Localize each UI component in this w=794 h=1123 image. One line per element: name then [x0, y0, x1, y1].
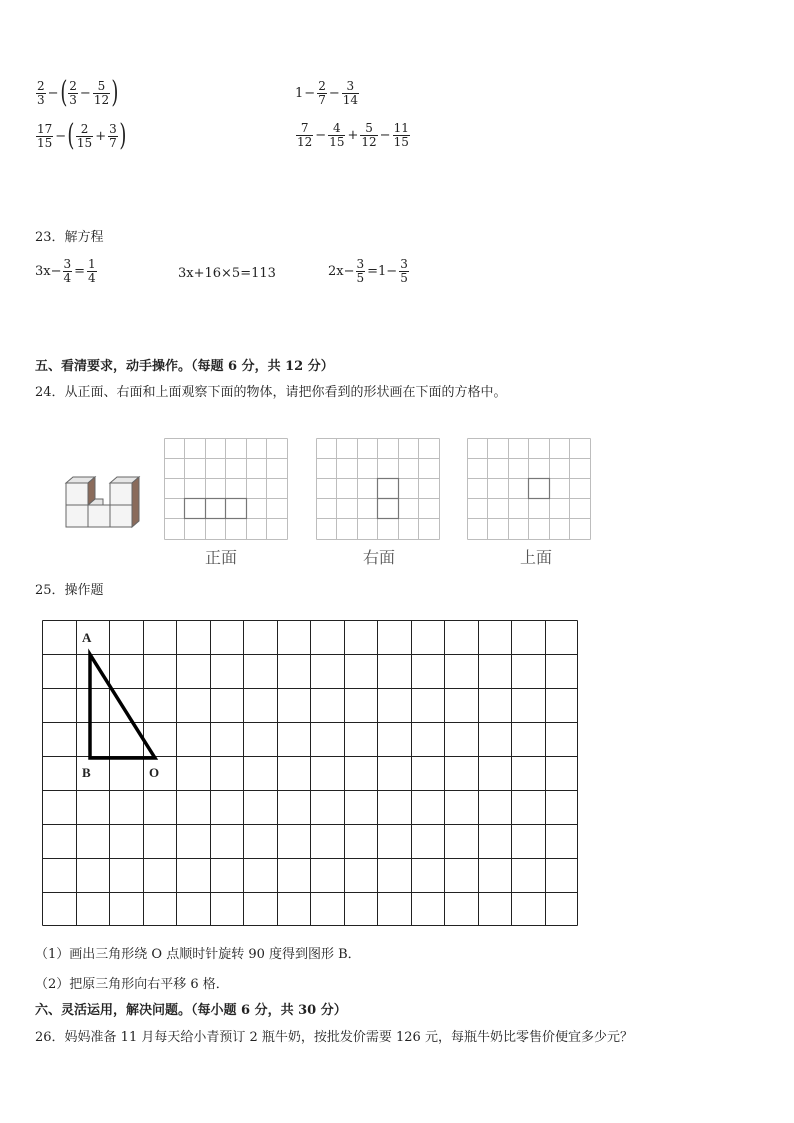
operator: −	[79, 85, 91, 101]
operator: −	[55, 128, 67, 144]
fraction: $\frac{17}{15}$	[37, 121, 53, 150]
triangle-abo	[90, 655, 155, 759]
q25-title: 25．操作题	[35, 583, 104, 598]
caption-top: 上面	[520, 548, 553, 567]
calc-expression-1	[35, 75, 119, 110]
fraction: $\frac{3}{4}$	[63, 257, 72, 285]
label-a: A	[82, 630, 92, 645]
right-paren: )	[111, 75, 119, 110]
q23-title: 23．解方程	[35, 230, 104, 245]
number: 1	[295, 86, 304, 101]
operator: −	[315, 128, 327, 143]
top-view-grid[interactable]	[467, 438, 591, 540]
q25-task-2: （2）把原三角形向右平移 6 格．	[35, 977, 229, 992]
operator: +	[95, 128, 107, 144]
label-o: O	[149, 765, 160, 780]
left-paren: (	[67, 118, 75, 153]
fraction: $\frac{7}{12}$	[297, 121, 313, 149]
left-paren: (	[59, 75, 67, 110]
caption-right: 右面	[363, 548, 396, 567]
fraction: $\frac{2}{15}$	[76, 121, 93, 150]
section-5-title: 五、看清要求，动手操作。（每题 6 分，共 12 分）	[35, 359, 334, 374]
fraction: $\frac{5}{12}$	[361, 121, 377, 149]
section-6-title: 六、灵活运用，解决问题。（每小题 6 分，共 30 分）	[35, 1003, 347, 1018]
right-paren: )	[119, 118, 127, 153]
fraction: $\frac{2}{3}$	[69, 78, 77, 107]
fraction: $\frac{5}{12}$	[93, 78, 110, 107]
fraction: $\frac{3}{14}$	[342, 79, 359, 107]
fraction: $\frac{2}{3}$	[37, 78, 45, 107]
cube-stack-figure	[62, 474, 142, 530]
operator: −	[47, 85, 59, 101]
fraction: $\frac{1}{4}$	[88, 257, 96, 285]
fraction: $\frac{11}{15}$	[393, 121, 409, 149]
calc-expression-2	[295, 80, 360, 107]
operator: −	[328, 86, 340, 101]
operation-grid[interactable]	[42, 620, 578, 926]
q24-text: 24．从正面、右面和上面观察下面的物体，请把你看到的形状画在下面的方格中。	[35, 385, 507, 400]
fraction: $\frac{3}{5}$	[400, 257, 408, 285]
front-view-grid[interactable]	[164, 438, 288, 540]
right-view-grid[interactable]	[316, 438, 440, 540]
label-b: B	[82, 765, 91, 780]
calc-expression-4	[295, 122, 411, 149]
equation-1: 3x− $\frac{3}{4}$ = $\frac{1}{4}$	[35, 257, 96, 285]
fraction: $\frac{3}{7}$	[109, 121, 117, 150]
fraction: $\frac{2}{7}$	[318, 79, 326, 107]
caption-front: 正面	[205, 548, 238, 567]
fraction: $\frac{4}{15}$	[329, 121, 345, 149]
equation-2: 3x+16×5=113	[178, 266, 276, 281]
equation-3: 2x− $\frac{3}{5}$ =1− $\frac{3}{5}$	[328, 257, 408, 285]
calc-expression-3	[35, 118, 127, 153]
q25-task-1: （1）画出三角形绕 O 点顺时针旋转 90 度得到图形 B．	[35, 947, 361, 962]
operator: −	[379, 128, 391, 143]
q26-text: 26．妈妈准备 11 月每天给小青预订 2 瓶牛奶，按批发价需要 126 元，每瓶牛奶比零售价便宜多少元？	[35, 1030, 633, 1045]
operator: +	[347, 128, 359, 143]
operator: −	[304, 86, 316, 101]
fraction: $\frac{3}{5}$	[356, 257, 365, 285]
